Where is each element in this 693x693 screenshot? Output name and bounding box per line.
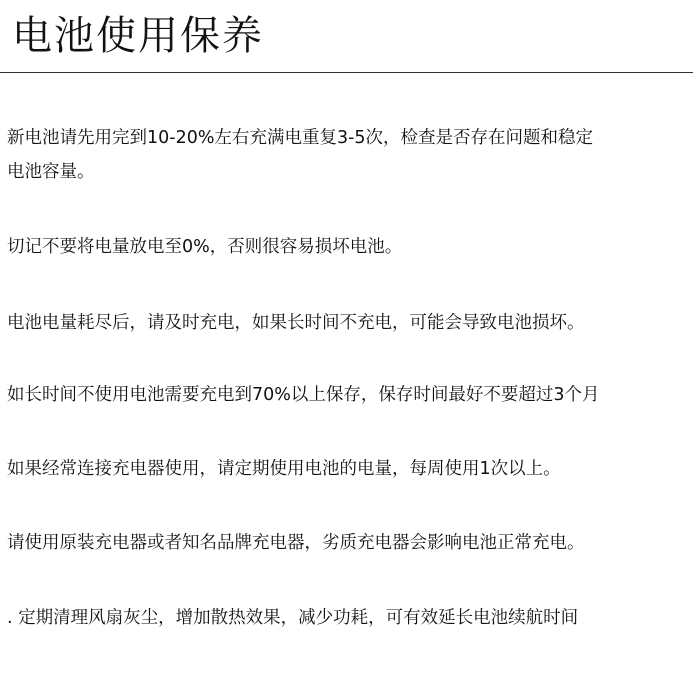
- tip-charger-connected-use: 如果经常连接充电器使用，请定期使用电池的电量，每周使用1次以上。: [7, 459, 561, 479]
- tip-use-original-charger: 请使用原装充电器或者知名品牌充电器，劣质充电器会影响电池正常充电。: [7, 533, 585, 553]
- page-title: 电池使用保养: [12, 13, 264, 59]
- tip-new-battery-line-1: 新电池请先用完到10-20%左右充满电重复3-5次，检查是否存在问题和稳定: [7, 128, 594, 148]
- title-divider: [0, 72, 693, 73]
- tip-new-battery: [7, 121, 593, 189]
- tip-new-battery-line-2: 电池容量。: [7, 162, 95, 182]
- tip-no-full-discharge: 切记不要将电量放电至0%，否则很容易损坏电池。: [7, 237, 403, 257]
- tip-clean-fan: . 定期清理风扇灰尘，增加散热效果，减少功耗，可有效延长电池续航时间: [7, 608, 579, 628]
- tip-long-term-storage: 如长时间不使用电池需要充电到70%以上保存，保存时间最好不要超过3个月: [7, 385, 600, 405]
- tip-recharge-promptly: 电池电量耗尽后，请及时充电，如果长时间不充电，可能会导致电池损坏。: [7, 313, 585, 333]
